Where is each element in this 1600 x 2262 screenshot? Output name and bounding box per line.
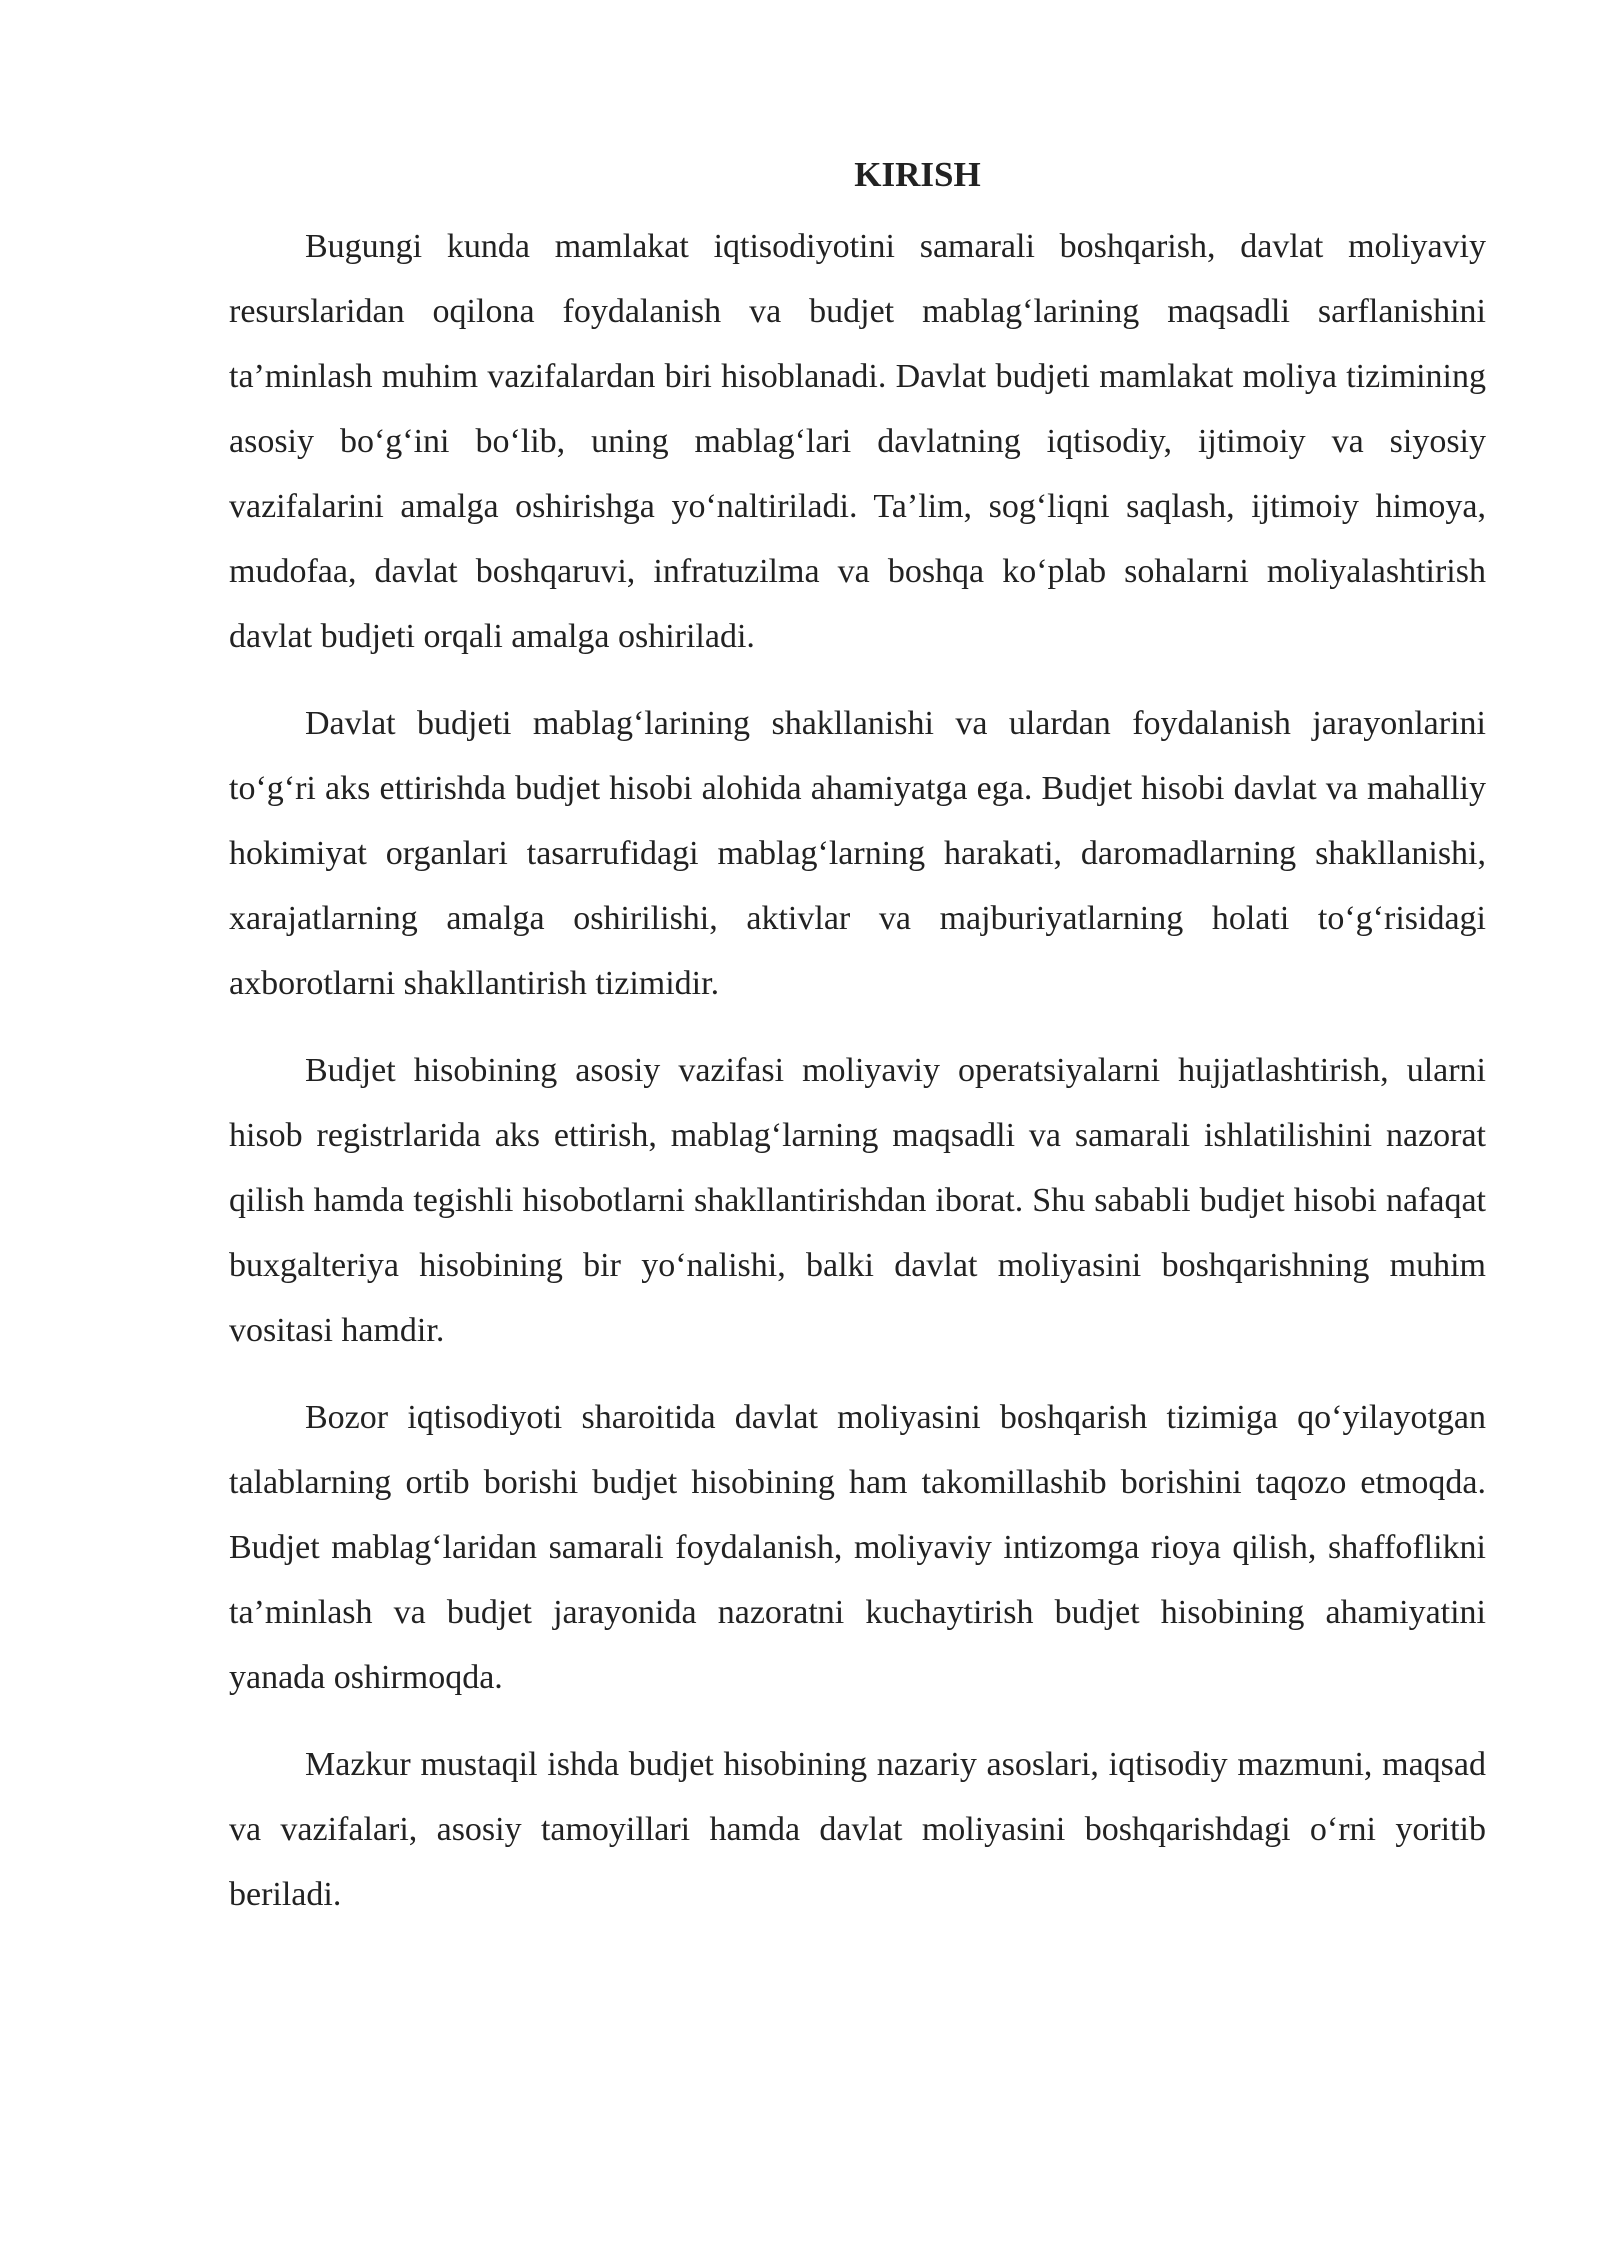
document-title: KIRISH xyxy=(854,155,981,194)
paragraph-2: Davlat budjeti mablag‘larining shakllanishi va ulardan foydalanish jarayonlarini to‘g‘ri aks ettirishda budjet hisobi alohida ahamiyatga ega. Budjet hisobi davlat va mahalliy hokimiyat organlari tasarrufidagi mablag‘larning harakati, daromadlarning shakllanishi, xarajatlarning amalga oshirilishi, aktivlar va majburiyatlarning holati to‘g‘risidagi axborotlarni shakllantirish tizimidir. xyxy=(229,705,1486,1002)
document-body xyxy=(229,150,1486,1949)
paragraph-5: Mazkur mustaqil ishda budjet hisobining nazariy asoslari, iqtisodiy mazmuni, maqsad va vazifalari, asosiy tamoyillari hamda davlat moliyasini boshqarishdagi o‘rni yoritib beriladi. xyxy=(229,1746,1486,1913)
paragraph-1: Bugungi kunda mamlakat iqtisodiyotini samarali boshqarish, davlat moliyaviy resurslaridan oqilona foydalanish va budjet mablag‘larining maqsadli sarflanishini ta’minlash muhim vazifalardan biri hisoblanadi. Davlat budjeti mamlakat moliya tizimining asosiy bo‘g‘ini bo‘lib, uning mablag‘lari davlatning iqtisodiy, ijtimoiy va siyosiy vazifalarini amalga oshirishga yo‘naltiriladi. Ta’lim, sog‘liqni saqlash, ijtimoiy himoya, mudofaa, davlat boshqaruvi, infratuzilma va boshqa ko‘plab sohalarni moliyalashtirish davlat budjeti orqali amalga oshiriladi. xyxy=(229,228,1486,655)
paragraph-4: Bozor iqtisodiyoti sharoitida davlat moliyasini boshqarish tizimiga qo‘yilayotgan talablarning ortib borishi budjet hisobining ham takomillashib borishini taqozo etmoqda. Budjet mablag‘laridan samarali foydalanish, moliyaviy intizomga rioya qilish, shaffoflikni ta’minlash va budjet jarayonida nazoratni kuchaytirish budjet hisobining ahamiyatini yanada oshirmoqda. xyxy=(229,1399,1486,1696)
paragraph-3: Budjet hisobining asosiy vazifasi moliyaviy operatsiyalarni hujjatlashtirish, ularni hisob registrlarida aks ettirish, mablag‘larning maqsadli va samarali ishlatilishini nazorat qilish hamda tegishli hisobotlarni shakllantirishdan iborat. Shu sababli budjet hisobi nafaqat buxgalteriya hisobining bir yo‘nalishi, balki davlat moliyasini boshqarishning muhim vositasi hamdir. xyxy=(229,1052,1486,1349)
